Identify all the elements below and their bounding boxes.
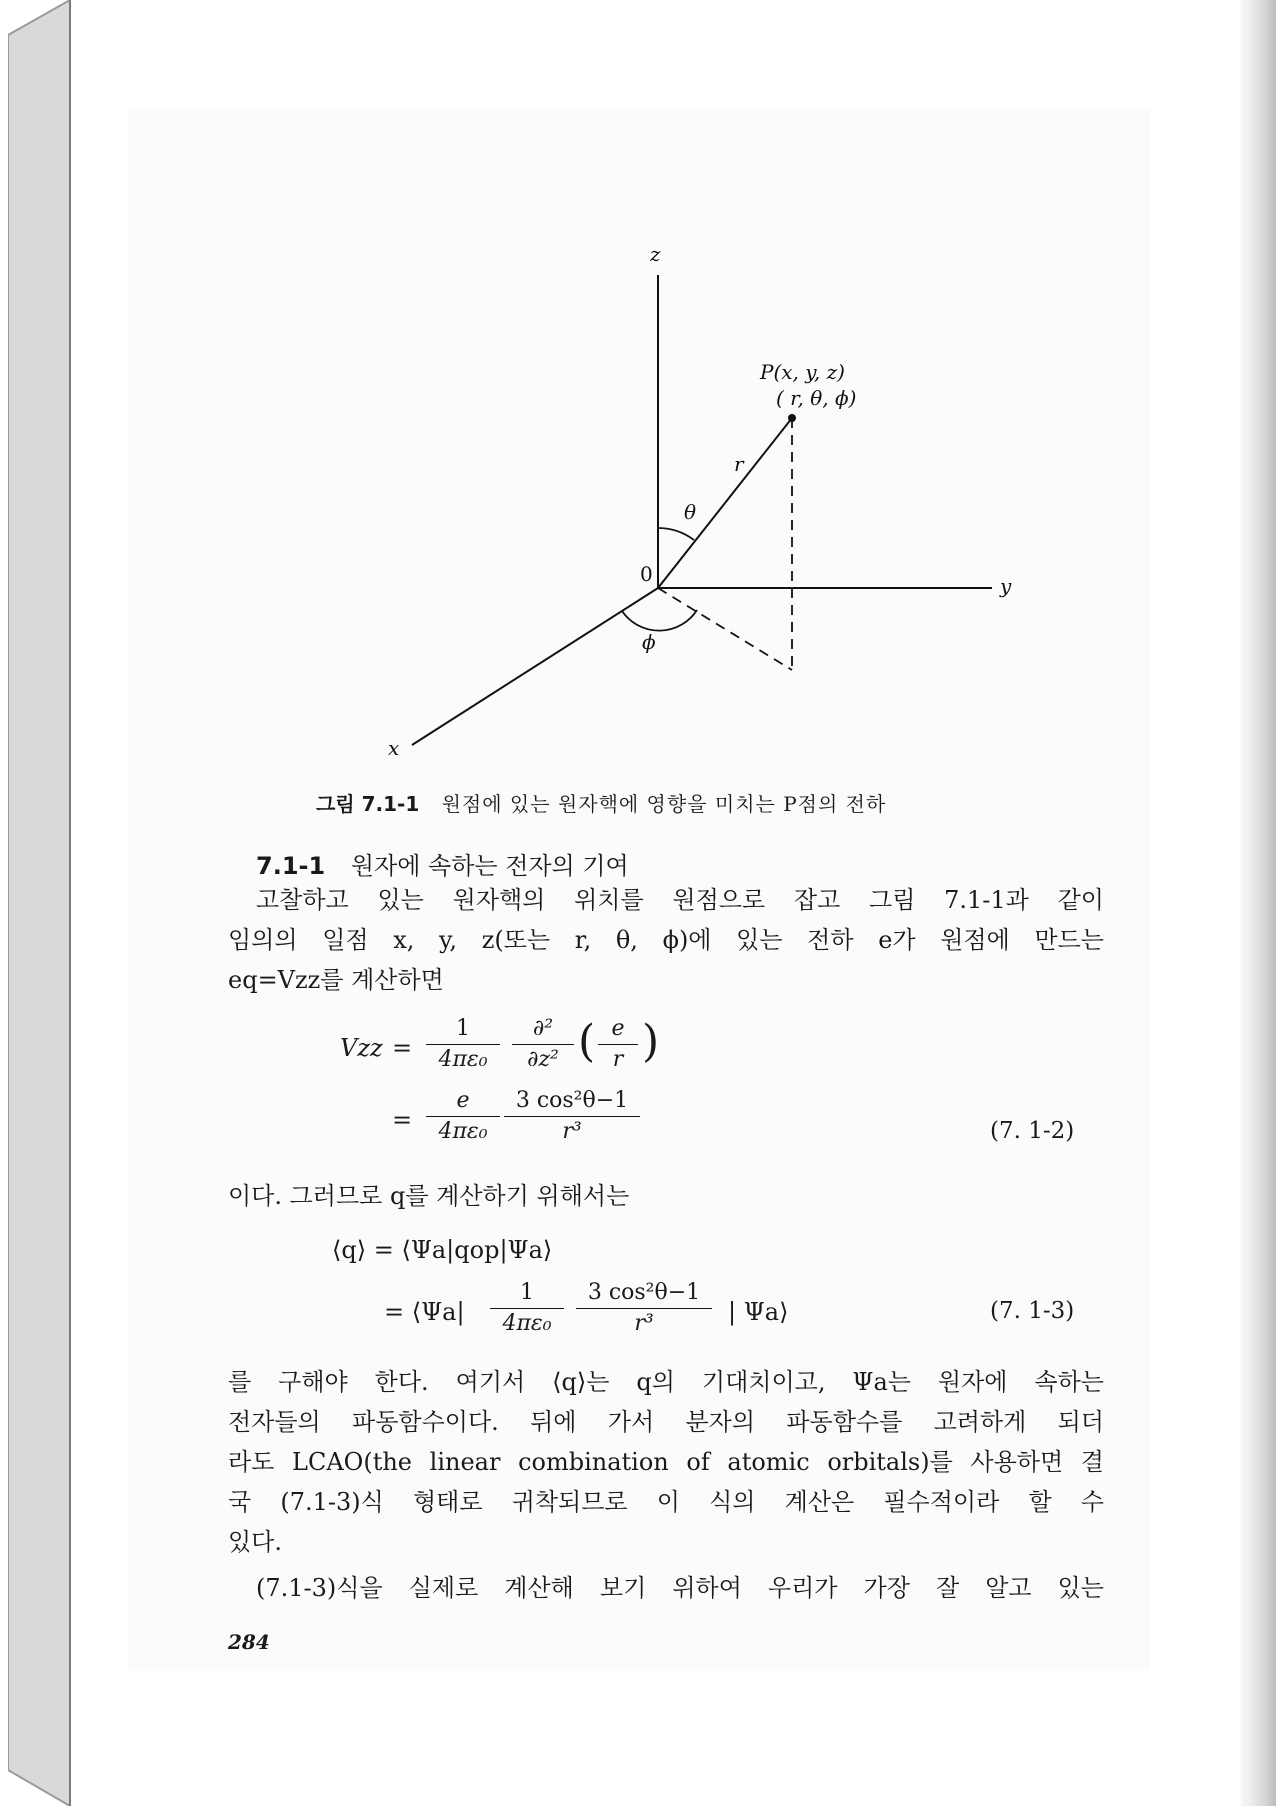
phi-arc — [622, 610, 697, 631]
eq2-paren-close: ) — [642, 1016, 660, 1067]
eq2-fraction-3: e r — [598, 1014, 638, 1075]
x-axis — [412, 588, 658, 745]
y-axis-label: y — [1000, 574, 1012, 598]
eq3-fraction-2: 3 cos²θ−1 r³ — [576, 1278, 712, 1339]
eq2-number: (7. 1-2) — [990, 1118, 1075, 1144]
between-text: 이다. 그러므로 q를 계산하기 위해서는 — [228, 1182, 630, 1210]
eq3-line2-end: | Ψa⟩ — [728, 1298, 789, 1326]
paragraph2-line5: 있다. — [228, 1528, 282, 1556]
z-axis-label: z — [650, 242, 661, 266]
projection-xy — [658, 588, 792, 670]
paragraph2-line2: 전자들의 파동함수이다. 뒤에 가서 분자의 파동함수를 고려하게 되더 — [228, 1408, 1104, 1436]
eq3-number: (7. 1-3) — [990, 1298, 1075, 1324]
section-title: 원자에 속하는 전자의 기여 — [350, 852, 629, 880]
caption-text: 원점에 있는 원자핵에 영향을 미치는 P점의 전하 — [441, 792, 887, 816]
book-spine — [8, 0, 78, 1806]
eq3-fraction-1: 1 4πε₀ — [490, 1278, 564, 1339]
point-cartesian-label: P(x, y, z) — [760, 360, 845, 384]
paragraph1-line2: 임의의 일점 x, y, z(또는 r, θ, ϕ)에 있는 전하 e가 원점에 만드는 — [228, 926, 1104, 954]
page-number: 284 — [228, 1630, 270, 1654]
caption-number: 그림 7.1-1 — [316, 792, 420, 816]
x-axis-label: x — [388, 736, 400, 760]
eq2-fraction-1: 1 4πε₀ — [426, 1014, 500, 1075]
book-page-edge — [1246, 0, 1276, 1806]
paragraph1-line3: eq=Vzz를 계산하면 — [228, 966, 444, 994]
eq3-line1: ⟨q⟩ = ⟨Ψa|qop|Ψa⟩ — [332, 1236, 553, 1264]
section-heading — [256, 846, 629, 881]
coordinate-diagram — [300, 230, 1060, 770]
paragraph1-line1: 고찰하고 있는 원자핵의 위치를 원점으로 잡고 그림 7.1-1과 같이 — [256, 886, 1104, 914]
eq2-lhs: Vzz — [340, 1034, 383, 1062]
eq3-line2-start: = ⟨Ψa| — [384, 1298, 465, 1326]
theta-arc — [658, 528, 694, 540]
origin-label: 0 — [640, 562, 653, 586]
theta-label: θ — [684, 500, 697, 524]
eq2-fraction-5: 3 cos²θ−1 r³ — [504, 1086, 640, 1147]
eq2-line2-equals: = — [392, 1106, 413, 1134]
figure-caption — [316, 788, 886, 817]
section-number: 7.1-1 — [256, 852, 326, 880]
phi-label: ϕ — [642, 630, 656, 654]
point-p — [788, 414, 796, 422]
spherical-coordinates-figure — [300, 230, 1060, 770]
eq2-paren-open: ( — [578, 1016, 596, 1067]
paragraph2-line4: 국 (7.1-3)식 형태로 귀착되므로 이 식의 계산은 필수적이라 할 수 — [228, 1488, 1104, 1516]
paragraph2-line1: 를 구해야 한다. 여기서 ⟨q⟩는 q의 기대치이고, Ψa는 원자에 속하는 — [228, 1368, 1104, 1396]
eq2-equals: = — [392, 1034, 413, 1062]
eq2-fraction-4: e 4πε₀ — [426, 1086, 500, 1147]
radius-label: r — [734, 452, 744, 476]
radius-line — [658, 418, 792, 588]
paragraph3-line1: (7.1-3)식을 실제로 계산해 보기 위하여 우리가 가장 잘 알고 있는 — [256, 1574, 1104, 1602]
point-spherical-label: ( r, θ, ϕ) — [776, 386, 857, 410]
paragraph2-line3: 라도 LCAO(the linear combination of atomic orbitals)를 사용하면 결 — [228, 1448, 1104, 1476]
eq2-fraction-2: ∂² ∂z² — [512, 1014, 574, 1075]
